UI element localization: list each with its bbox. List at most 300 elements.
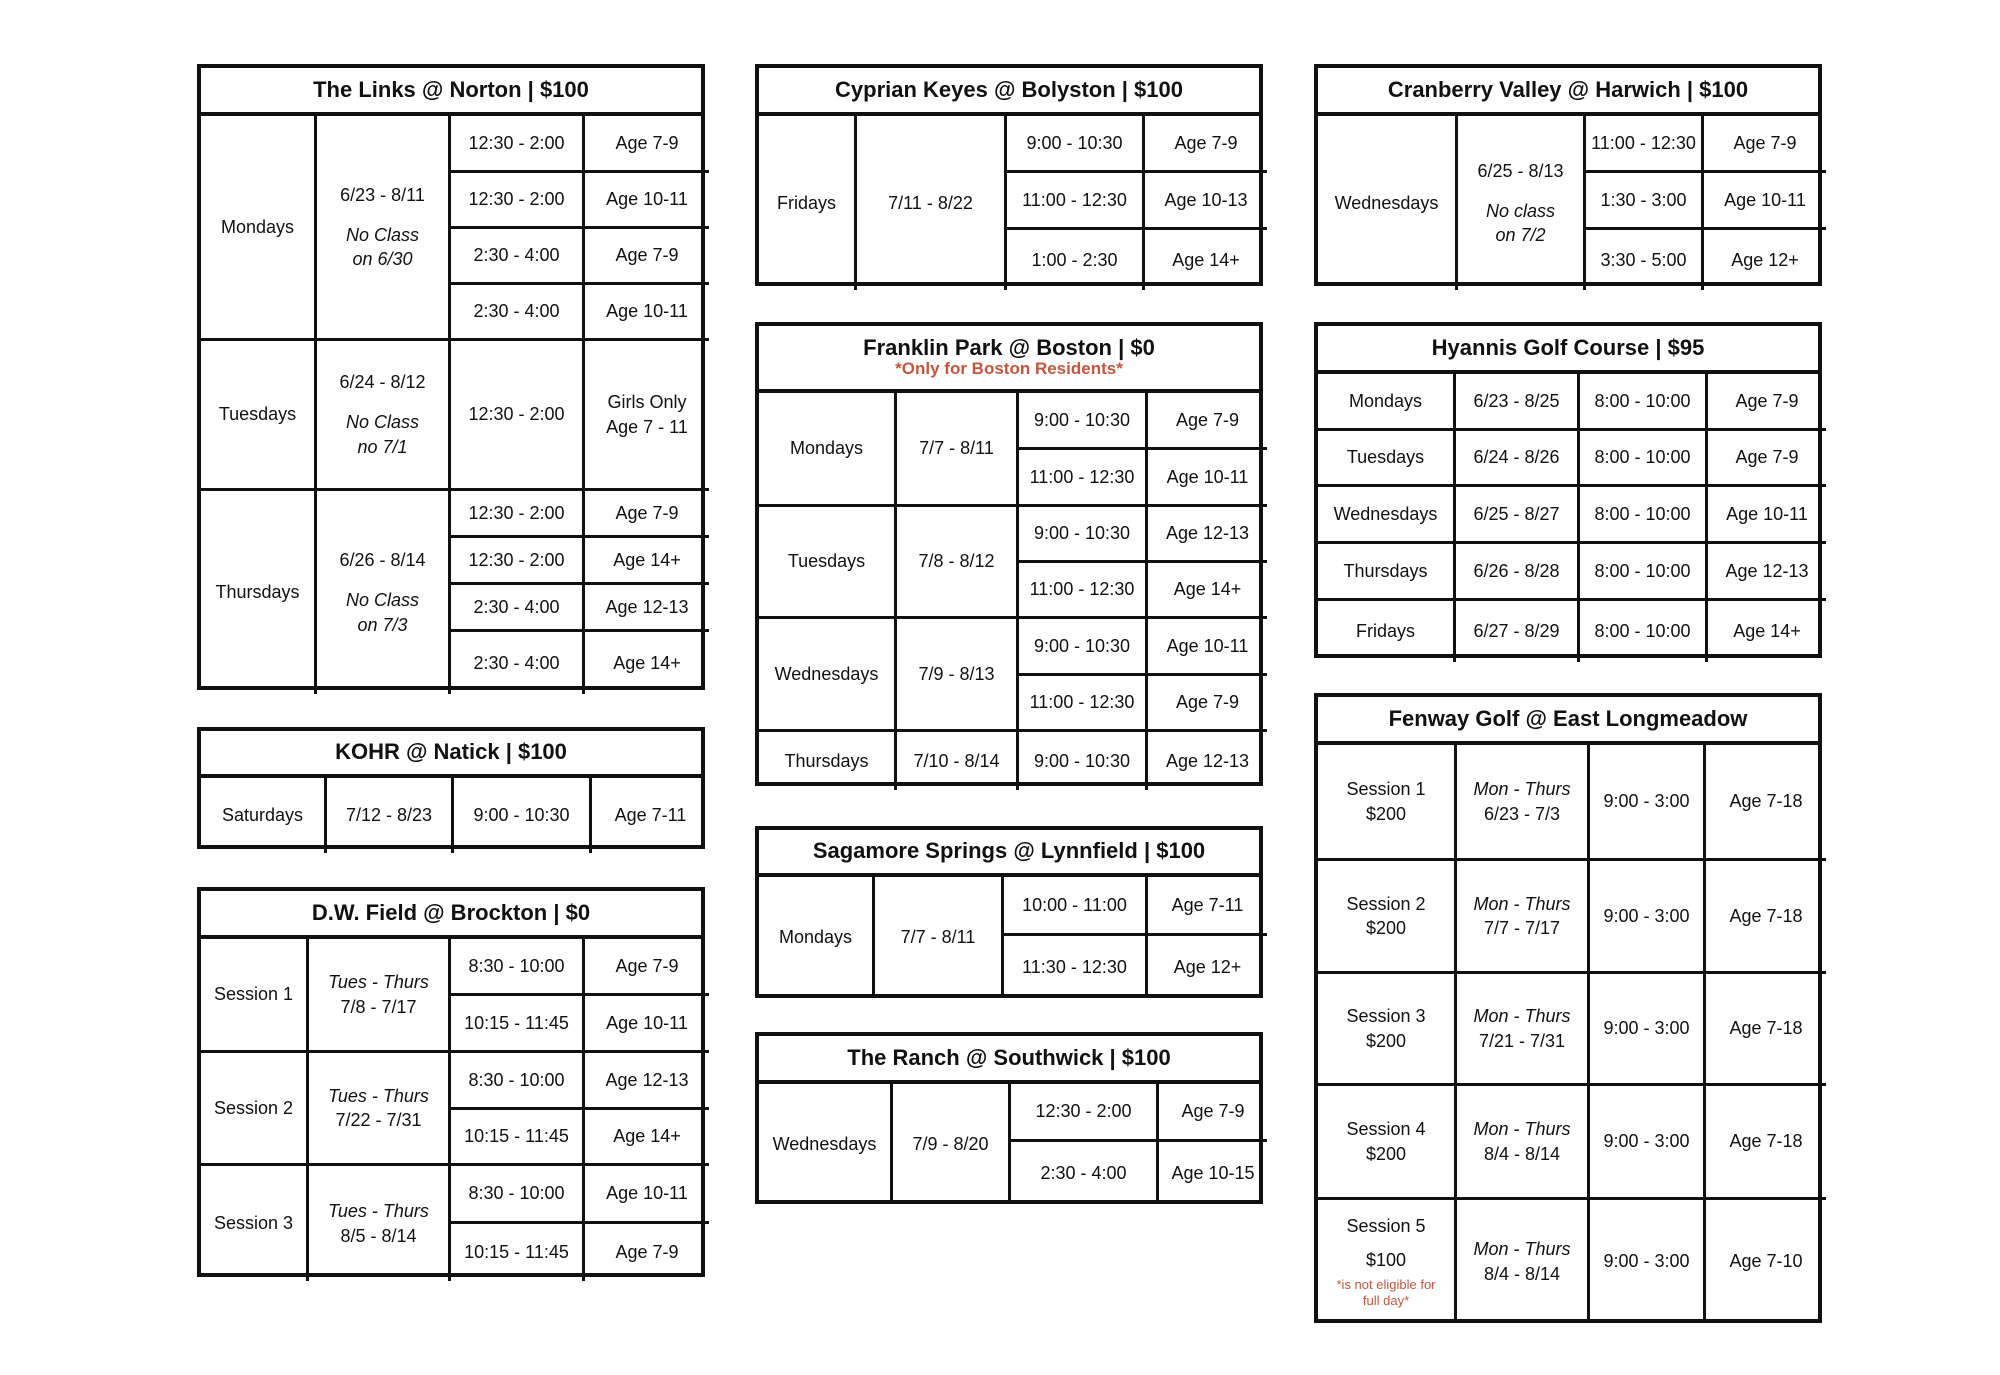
schedule-cell — [451, 285, 585, 341]
schedule-cell — [1159, 1084, 1267, 1142]
schedule-cell — [585, 1110, 709, 1166]
schedule-cell — [759, 877, 875, 998]
schedule-grid — [759, 877, 1259, 994]
schedule-cell — [1145, 173, 1267, 230]
cell-line: Age 10-11 — [606, 1183, 688, 1204]
schedule-cell — [1148, 450, 1267, 507]
schedule-cell — [1590, 745, 1706, 861]
cell-line: Session 1 — [1346, 779, 1426, 800]
schedule-cell — [1708, 487, 1826, 544]
cell-line: Age 14+ — [1173, 579, 1242, 600]
schedule-cell — [1586, 230, 1704, 290]
schedule-cell — [1457, 1200, 1590, 1323]
cell-line: 1:00 - 2:30 — [1031, 249, 1118, 270]
cell-line: Age 7-9 — [1175, 692, 1240, 713]
schedule-cell — [451, 116, 585, 173]
schedule-cell — [1456, 544, 1580, 601]
cell-line: $200 — [1365, 1143, 1407, 1164]
schedule-cell — [451, 939, 585, 996]
schedule-cell — [585, 632, 709, 694]
schedule-cell — [327, 778, 454, 853]
schedule-grid — [201, 116, 701, 686]
cell-line: 7/21 - 7/31 — [1478, 1030, 1566, 1051]
cell-line: 10:15 - 11:45 — [464, 1242, 569, 1263]
cell-line: Age 7-9 — [615, 245, 679, 266]
schedule-card-the-ranch — [755, 1032, 1263, 1204]
cell-line: 2:30 - 4:00 — [473, 301, 560, 322]
schedule-grid — [759, 393, 1259, 782]
cell-line: 8/4 - 8/14 — [1483, 1263, 1561, 1284]
cell-line: 11:00 - 12:30 — [1029, 692, 1135, 713]
schedule-cell — [451, 491, 585, 538]
cell-line: 7/7 - 8/11 — [919, 438, 994, 459]
cell-line: Girls Only — [607, 392, 687, 413]
cell-line: Wednesdays — [774, 663, 879, 684]
cell-line: 11:00 - 12:30 — [1029, 466, 1135, 487]
cell-line: Age 10-11 — [606, 301, 688, 322]
schedule-card-sagamore-springs — [755, 826, 1263, 998]
cell-line: Thursdays — [215, 582, 300, 603]
cell-line: Age 7-9 — [615, 1242, 679, 1263]
schedule-cell — [585, 229, 709, 285]
cell-line: 2:30 - 4:00 — [473, 652, 560, 673]
schedule-card-cranberry-valley — [1314, 64, 1822, 286]
cell-line: Age 12-13 — [1165, 523, 1250, 544]
cell-line: 7/8 - 7/17 — [340, 996, 417, 1017]
cell-line: Age 10-11 — [1726, 503, 1808, 524]
cell-line: Age 7-9 — [615, 955, 679, 976]
card-title-text: The Ranch @ Southwick | $100 — [847, 1044, 1171, 1070]
cell-line: 8:00 - 10:00 — [1594, 621, 1691, 642]
schedule-cell — [451, 538, 585, 585]
cell-line: Saturdays — [221, 805, 304, 826]
cell-line: Age 12-13 — [605, 1069, 689, 1090]
cell-line: 10:00 - 11:00 — [1022, 894, 1127, 915]
card-title-text: Cranberry Valley @ Harwich | $100 — [1387, 76, 1749, 102]
schedule-cell — [1318, 601, 1456, 662]
cell-line: Mon - Thurs — [1473, 1239, 1571, 1260]
cell-line: Session 2 — [213, 1097, 294, 1118]
cell-line: 7/22 - 7/31 — [335, 1110, 422, 1130]
schedule-cell — [451, 632, 585, 694]
schedule-cell — [1148, 619, 1267, 676]
schedule-cell — [1590, 1086, 1706, 1200]
cell-line: 10:15 - 11:45 — [464, 1126, 569, 1147]
schedule-cell — [759, 116, 857, 290]
cell-line: Age 14+ — [613, 652, 681, 673]
schedule-cell — [1019, 732, 1148, 790]
schedule-cell — [585, 1166, 709, 1224]
schedule-cell — [1318, 974, 1457, 1086]
cell-line: 8:00 - 10:00 — [1594, 390, 1691, 411]
card-title — [201, 68, 701, 116]
cell-line: 9:00 - 10:30 — [1033, 750, 1131, 771]
schedule-cell — [1706, 974, 1826, 1086]
cell-line: Age 7-9 — [1735, 390, 1799, 411]
cell-line: Age 7-9 — [1175, 409, 1240, 430]
card-title-text: Franklin Park @ Boston | $0 — [863, 335, 1155, 361]
schedule-cell — [1318, 487, 1456, 544]
schedule-cell — [317, 491, 451, 694]
schedule-cell — [309, 1166, 451, 1281]
schedule-cell — [201, 341, 317, 491]
schedule-cell — [585, 491, 709, 538]
cell-line: Tues - Thurs — [328, 1085, 429, 1106]
schedule-card-fenway-golf — [1314, 693, 1822, 1323]
cell-line: Wednesdays — [1334, 192, 1439, 213]
cell-line: 2:30 - 4:00 — [473, 245, 560, 266]
cell-line: 9:00 - 10:30 — [473, 805, 570, 826]
schedule-cell — [897, 619, 1019, 732]
cell-line: 7/9 - 8/20 — [912, 1133, 989, 1154]
schedule-cell — [1704, 230, 1826, 290]
card-title — [759, 1036, 1259, 1084]
schedule-cell — [1708, 601, 1826, 662]
cell-line: Mon - Thurs — [1473, 1119, 1571, 1140]
cell-line: No Class — [345, 412, 420, 433]
cell-line: 11:00 - 12:30 — [1022, 189, 1127, 210]
cell-line: Age 7-11 — [1171, 894, 1244, 915]
schedule-cell — [451, 1053, 585, 1110]
schedule-cell — [759, 732, 897, 790]
cell-line: Session 2 — [1346, 893, 1426, 914]
schedule-grid — [1318, 374, 1818, 654]
cell-line: 9:00 - 3:00 — [1603, 791, 1690, 812]
cell-line: 1:30 - 3:00 — [1600, 189, 1687, 210]
cell-line: Age 10-11 — [1724, 189, 1806, 210]
cell-line: Age 10-11 — [606, 189, 688, 210]
cell-line: Age 7-11 — [614, 805, 687, 826]
schedule-cell — [759, 393, 897, 507]
schedule-cell — [585, 173, 709, 229]
schedule-cell — [1318, 1086, 1457, 1200]
card-title — [201, 891, 701, 939]
cell-line: 11:00 - 12:30 — [1029, 579, 1135, 600]
schedule-cell — [1706, 1086, 1826, 1200]
schedule-cell — [201, 116, 317, 341]
schedule-cell — [317, 341, 451, 491]
schedule-cell — [201, 778, 327, 853]
cell-line: 7/12 - 8/23 — [345, 805, 433, 826]
schedule-cell — [451, 173, 585, 229]
cell-line: 7/9 - 8/13 — [918, 663, 995, 684]
cell-line: Fridays — [1355, 621, 1415, 642]
schedule-cell — [1019, 507, 1148, 563]
cell-line: 6/23 - 8/25 — [1473, 390, 1560, 411]
cell-line: 6/25 - 8/13 — [1477, 160, 1564, 181]
cell-line: Thursdays — [1343, 560, 1428, 581]
cell-line: Fridays — [776, 192, 836, 213]
cell-line: on 7/2 — [1495, 225, 1546, 246]
schedule-cell — [1148, 393, 1267, 450]
cell-line: Session 1 — [213, 984, 294, 1005]
cell-line: 6/23 - 7/3 — [1483, 803, 1561, 824]
schedule-cell — [1706, 861, 1826, 974]
schedule-cell — [1019, 676, 1148, 732]
schedule-cell — [897, 732, 1019, 790]
schedule-cell — [1704, 173, 1826, 230]
cell-line: Session 3 — [1346, 1006, 1426, 1027]
cell-line: 9:00 - 3:00 — [1603, 1251, 1690, 1272]
schedule-cell — [1580, 487, 1708, 544]
schedule-grid — [759, 116, 1259, 282]
schedule-cell — [1318, 861, 1457, 974]
schedule-cell — [1007, 230, 1145, 290]
schedule-card-hyannis — [1314, 322, 1822, 658]
cell-line: 8:00 - 10:00 — [1594, 560, 1691, 581]
cell-line: Tuesdays — [1346, 447, 1425, 468]
cell-line: 7/7 - 8/11 — [900, 927, 976, 948]
schedule-cell — [1580, 374, 1708, 431]
cell-line: 6/26 - 8/28 — [1473, 560, 1560, 581]
schedule-cell — [1318, 431, 1456, 487]
schedule-cell — [1148, 877, 1267, 936]
schedule-cell — [1011, 1142, 1159, 1204]
cell-line: Age 7-18 — [1729, 905, 1803, 926]
schedule-card-franklin-park — [755, 322, 1263, 786]
cell-line: Mon - Thurs — [1473, 779, 1571, 800]
schedule-cell — [201, 491, 317, 694]
cell-line: 12:30 - 2:00 — [468, 189, 565, 210]
cell-line: 7/10 - 8/14 — [913, 750, 1000, 771]
cell-line: No class — [1485, 200, 1556, 221]
cell-line: Mondays — [1348, 390, 1423, 411]
cell-line: on 6/30 — [352, 249, 413, 270]
schedule-cell — [585, 1053, 709, 1110]
cell-line: Age 10-11 — [1166, 466, 1249, 487]
cell-line: Age 7-9 — [615, 502, 679, 523]
cell-line: Age 14+ — [1172, 249, 1240, 270]
cell-line: Tuesdays — [787, 551, 866, 572]
cell-line: Wednesdays — [1333, 503, 1438, 524]
schedule-cell — [1580, 601, 1708, 662]
cell-line: Age 7 - 11 — [606, 416, 688, 437]
cell-line: Mon - Thurs — [1473, 1006, 1571, 1027]
schedule-cell — [897, 393, 1019, 507]
schedule-cell — [1586, 116, 1704, 173]
schedule-cell — [1019, 563, 1148, 619]
cell-line: Age 12-13 — [1725, 560, 1809, 581]
schedule-grid — [1318, 116, 1818, 282]
cell-line: Session 3 — [213, 1213, 294, 1234]
cell-line: 12:30 - 2:00 — [468, 549, 565, 570]
schedule-cell — [585, 285, 709, 341]
card-title-text: D.W. Field @ Brockton | $0 — [311, 899, 591, 925]
schedule-cell — [759, 1084, 893, 1204]
cell-line: Age 7-9 — [615, 132, 679, 153]
cell-line: 7/7 - 7/17 — [1483, 918, 1561, 938]
cell-line: Age 7-18 — [1729, 791, 1803, 812]
cell-line: Session 5 — [1346, 1215, 1426, 1236]
schedule-cell — [309, 939, 451, 1053]
schedule-cell — [1148, 676, 1267, 732]
schedule-cell — [1708, 374, 1826, 431]
schedule-grid — [1318, 745, 1818, 1319]
schedule-cell — [1580, 431, 1708, 487]
cell-line: Age 14+ — [1733, 621, 1801, 642]
schedule-cell — [1011, 1084, 1159, 1142]
cell-line: Tues - Thurs — [328, 1201, 429, 1222]
schedule-cell — [451, 585, 585, 632]
schedule-cell — [897, 507, 1019, 619]
schedule-cell — [592, 778, 709, 853]
cell-line: 9:00 - 10:30 — [1026, 132, 1123, 153]
cell-line: 6/27 - 8/29 — [1473, 621, 1560, 642]
schedule-grid — [201, 778, 701, 845]
cell-line: 8:00 - 10:00 — [1594, 447, 1691, 468]
schedule-card-links-norton — [197, 64, 705, 690]
schedule-cell — [1708, 544, 1826, 601]
cell-line: Age 14+ — [613, 1126, 681, 1147]
schedule-cell — [1456, 431, 1580, 487]
cell-line: Mondays — [789, 438, 864, 459]
schedule-cell — [585, 1224, 709, 1281]
schedule-cell — [451, 1224, 585, 1281]
schedule-cell — [759, 619, 897, 732]
cell-line: 12:30 - 2:00 — [468, 404, 565, 425]
schedule-cell — [585, 116, 709, 173]
cell-line: $200 — [1365, 918, 1407, 938]
schedule-cell — [1159, 1142, 1267, 1204]
cell-line: 8:30 - 10:00 — [468, 1183, 565, 1204]
cell-line: Age 10-15 — [1171, 1162, 1255, 1183]
cell-line: 7/11 - 8/22 — [888, 192, 973, 213]
cell-line: 8:30 - 10:00 — [468, 955, 565, 976]
cell-line: Wednesdays — [772, 1133, 877, 1154]
schedule-cell — [454, 778, 592, 853]
cell-line: Age 10-11 — [1166, 635, 1249, 656]
schedule-cell — [1318, 745, 1457, 861]
schedule-cell — [1019, 393, 1148, 450]
card-title — [759, 68, 1259, 116]
cell-line: 6/24 - 8/12 — [339, 372, 426, 393]
schedule-cell — [1148, 936, 1267, 998]
cell-line: 10:15 - 11:45 — [464, 1012, 569, 1033]
card-subtitle-note: *Only for Boston Residents* — [895, 359, 1123, 379]
cell-line: Age 10-11 — [606, 1012, 688, 1033]
cell-line: 2:30 - 4:00 — [473, 596, 560, 617]
cell-line: Age 10-13 — [1164, 189, 1248, 210]
cell-line: $200 — [1365, 1030, 1407, 1051]
schedule-cell — [893, 1084, 1011, 1204]
schedule-cell — [759, 507, 897, 619]
cell-line: Age 7-9 — [1174, 132, 1238, 153]
cell-line: 9:00 - 3:00 — [1603, 1018, 1690, 1039]
cell-line: 2:30 - 4:00 — [1040, 1162, 1127, 1183]
schedule-cell — [451, 341, 585, 491]
schedule-cell — [201, 939, 309, 1053]
schedule-cell — [1007, 116, 1145, 173]
cell-line: No Class — [345, 224, 420, 245]
cell-line: 9:00 - 3:00 — [1603, 1131, 1690, 1152]
schedule-cell — [1706, 745, 1826, 861]
schedule-cell — [585, 538, 709, 585]
schedule-cell — [1457, 745, 1590, 861]
schedule-card-kohr-natick — [197, 727, 705, 849]
schedule-cell — [1706, 1200, 1826, 1323]
cell-line: 12:30 - 2:00 — [468, 132, 565, 153]
card-title — [1318, 68, 1818, 116]
schedule-cell — [1704, 116, 1826, 173]
cell-line: Age 14+ — [613, 549, 681, 570]
cell-line: 8/4 - 8/14 — [1483, 1143, 1561, 1164]
schedule-cell — [1590, 974, 1706, 1086]
cell-line: Age 12-13 — [1165, 750, 1250, 771]
cell-line: 11:30 - 12:30 — [1022, 956, 1127, 977]
cell-line: 6/23 - 8/11 — [340, 184, 425, 205]
schedule-cell — [451, 1110, 585, 1166]
schedule-cell — [1318, 116, 1458, 290]
cell-note: *is not eligible for full day* — [1336, 1276, 1436, 1308]
schedule-grid — [201, 939, 701, 1273]
schedule-cell — [1148, 507, 1267, 563]
schedule-cell — [1019, 450, 1148, 507]
card-title — [759, 326, 1259, 393]
schedule-cell — [1590, 1200, 1706, 1323]
cell-line: 9:00 - 10:30 — [1033, 635, 1131, 656]
schedule-cell — [585, 341, 709, 491]
schedule-cell — [1145, 230, 1267, 290]
cell-line: Tuesdays — [218, 404, 297, 425]
cell-line: 11:00 - 12:30 — [1591, 132, 1696, 153]
schedule-cell — [451, 229, 585, 285]
schedule-cell — [1457, 1086, 1590, 1200]
schedule-cell — [1456, 487, 1580, 544]
schedule-cell — [309, 1053, 451, 1166]
schedule-cell — [1456, 601, 1580, 662]
cell-line: 9:00 - 10:30 — [1033, 523, 1131, 544]
cell-line: Age 12-13 — [605, 596, 689, 617]
cell-line: Mondays — [220, 216, 295, 237]
cell-line: 7/8 - 8/12 — [918, 551, 995, 572]
cell-line: $100 — [1365, 1250, 1407, 1271]
schedule-cell — [201, 1166, 309, 1281]
cell-line: on 7/3 — [357, 614, 408, 635]
schedule-cell — [1457, 974, 1590, 1086]
card-title-text: Cyprian Keyes @ Bolyston | $100 — [835, 76, 1183, 102]
schedule-cell — [451, 996, 585, 1053]
schedule-cell — [1148, 732, 1267, 790]
cell-line: Age 7-18 — [1729, 1018, 1803, 1039]
cell-line: 8/5 - 8/14 — [340, 1225, 417, 1246]
schedule-cell — [1007, 173, 1145, 230]
cell-line: no 7/1 — [357, 436, 408, 457]
schedule-cell — [1708, 431, 1826, 487]
cell-line: 9:00 - 3:00 — [1603, 905, 1690, 926]
cell-line: 6/24 - 8/26 — [1473, 447, 1560, 468]
schedule-cell — [1586, 173, 1704, 230]
cell-line: Tues - Thurs — [328, 972, 429, 993]
cell-line: 6/25 - 8/27 — [1473, 503, 1560, 524]
schedule-cell — [875, 877, 1004, 998]
cell-line: Mondays — [778, 927, 853, 948]
schedule-cell — [1004, 936, 1148, 998]
cell-line: 6/26 - 8/14 — [339, 550, 426, 571]
card-title — [759, 830, 1259, 877]
schedule-grid — [759, 1084, 1259, 1200]
schedule-cell — [1148, 563, 1267, 619]
cell-line: No Class — [345, 590, 420, 611]
schedule-cell — [317, 116, 451, 341]
schedule-cell — [1145, 116, 1267, 173]
schedule-cell — [1458, 116, 1586, 290]
cell-line: 12:30 - 2:00 — [1035, 1101, 1132, 1122]
cell-line: 3:30 - 5:00 — [1600, 249, 1687, 270]
cell-line: Age 7-9 — [1735, 447, 1799, 468]
schedule-cell — [451, 1166, 585, 1224]
card-title — [1318, 697, 1818, 745]
card-title-text: Fenway Golf @ East Longmeadow — [1388, 705, 1748, 731]
